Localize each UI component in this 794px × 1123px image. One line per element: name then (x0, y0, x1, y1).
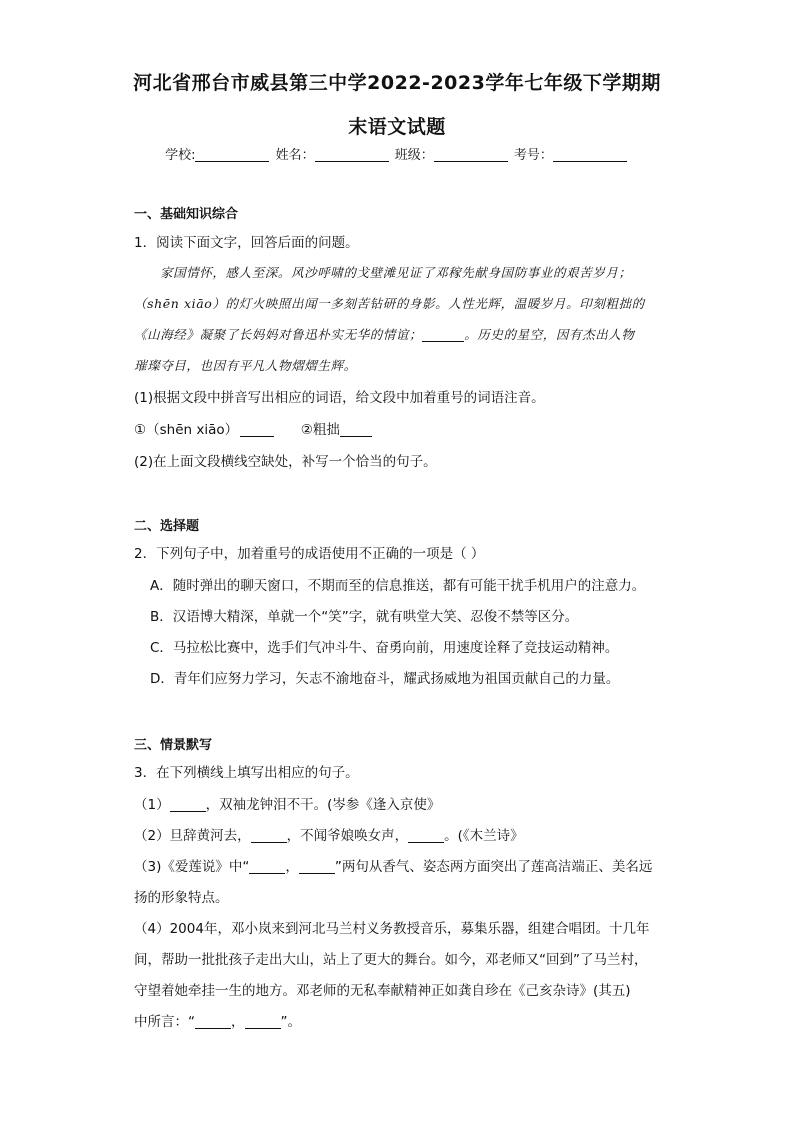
question2-stem: 2．下列句子中，加着重号的成语使用不正确的一项是（ ） (134, 546, 485, 562)
fill-item1-number: （1） (134, 797, 170, 813)
fill-item2-blank2[interactable] (408, 828, 444, 843)
fill-item3-text2: ， (285, 859, 299, 875)
class-blank[interactable] (434, 147, 508, 162)
fill-item1-blank[interactable] (170, 797, 206, 812)
option-b[interactable]: B．汉语博大精深，单就一个“笑”字，就有哄堂大笑、忍俊不禁等区分。 (150, 609, 579, 625)
fill-item2-blank1[interactable] (251, 828, 287, 843)
fill-item3-blank1[interactable] (249, 859, 285, 874)
item1-mark: ① (134, 422, 147, 438)
name-blank[interactable] (315, 147, 389, 162)
fill-item3 (134, 857, 652, 877)
fill-item4-line1: （4）2004年，邓小岚来到河北马兰村义务教授音乐，募集乐器，组建合唱团。十几年 (134, 921, 650, 937)
fill-item4-text3: ”。 (280, 1014, 301, 1030)
option-a[interactable]: A．随时弹出的聊天窗口，不期而至的信息推送，都有可能干扰手机用户的注意力。 (150, 578, 646, 594)
option-c[interactable]: C．马拉松比赛中，选手们气冲斗牛、奋勇向前，用速度诠释了竞技运动精神。 (150, 640, 619, 656)
passage-line3-part2: 。历史的星空，因有杰出人物 (464, 327, 635, 342)
number-label: 考号： (513, 148, 553, 163)
fill-item2 (134, 826, 524, 846)
fill-item2-text2: ，不闻爷娘唤女声， (286, 828, 409, 844)
passage-line2: （shēn xiāo）的灯火映照出闻一多刻苦钻研的身影。人性光辉，温暖岁月。印刻粗拙的 (134, 296, 645, 311)
sub-question1: (1)根据文段中拼音写出相应的词语，给文段中加着重号的词语注音。 (134, 390, 545, 406)
fill-item4-text1: 中所言：“ (134, 1014, 195, 1030)
fill-item1 (134, 795, 440, 815)
exam-title-line1: 河北省邢台市威县第三中学2022-2023学年七年级下学期期 (133, 72, 661, 94)
item1-answer-blank[interactable] (240, 422, 274, 437)
class-label: 班级： (394, 148, 434, 163)
passage-line3-part1: 《山海经》凝聚了长妈妈对鲁迅朴实无华的情谊； (134, 327, 423, 342)
passage-line1: 家国情怀，感人至深。风沙呼啸的戈壁滩见证了邓稼先献身国防事业的艰苦岁月； (160, 265, 632, 280)
sub-question1-items (134, 420, 372, 440)
fill-item2-text3: 。(《木兰诗》 (444, 828, 524, 844)
name-label: 姓名： (275, 148, 315, 163)
passage-fill-blank[interactable] (422, 327, 464, 342)
school-label: 学校: (165, 148, 196, 163)
fill-item4-text2: ， (231, 1014, 245, 1030)
fill-item4-blank2[interactable] (245, 1014, 281, 1029)
section1-heading: 一、基础知识综合 (134, 207, 239, 222)
sub-question2: (2)在上面文段横线空缺处，补写一个恰当的句子。 (134, 454, 437, 470)
fill-item3-text1: （3)《爱莲说》中“ (134, 859, 250, 875)
item2-mark: ② (300, 422, 313, 438)
fill-item3-blank2[interactable] (299, 859, 335, 874)
school-blank[interactable] (195, 147, 269, 162)
item2-answer-blank[interactable] (340, 422, 372, 437)
fill-item1-text: ，双袖龙钟泪不干。(岑参《逢入京使》 (205, 797, 441, 813)
section2-heading: 二、选择题 (134, 519, 200, 534)
fill-item3-line2: 扬的形象特点。 (134, 890, 229, 906)
fill-item4-line2: 间，帮助一批批孩子走出大山，站上了更大的舞台。如今，邓老师又“回到”了马兰村， (134, 952, 648, 968)
student-info-row (0, 144, 794, 163)
question3-stem: 3．在下列横线上填写出相应的句子。 (134, 765, 359, 781)
question1-stem: 1．阅读下面文字，回答后面的问题。 (134, 235, 359, 251)
number-blank[interactable] (553, 147, 627, 162)
fill-item4-blank1[interactable] (195, 1014, 231, 1029)
option-d[interactable]: D．青年们应努力学习，矢志不渝地奋斗，耀武扬威地为祖国贡献自己的力量。 (150, 671, 620, 687)
passage-line3 (134, 325, 635, 345)
item1-pinyin: （shēn xiāo） (146, 422, 239, 438)
fill-item4-line3: 守望着她牵挂一生的地方。邓老师的无私奉献精神正如龚自珍在《己亥杂诗》(其五) (134, 983, 631, 999)
exam-title-line2: 末语文试题 (348, 116, 446, 138)
passage-line4: 璀璨夺目，也因有平凡人物熠熠生辉。 (134, 358, 357, 373)
fill-item4-line4 (134, 1012, 301, 1032)
fill-item2-text1: （2）旦辞黄河去， (134, 828, 251, 844)
fill-item3-text3: ”两句从香气、姿态两方面突出了莲高洁端正、美名远 (334, 859, 653, 875)
section3-heading: 三、情景默写 (134, 738, 213, 753)
item2-word: 粗拙 (312, 422, 340, 438)
